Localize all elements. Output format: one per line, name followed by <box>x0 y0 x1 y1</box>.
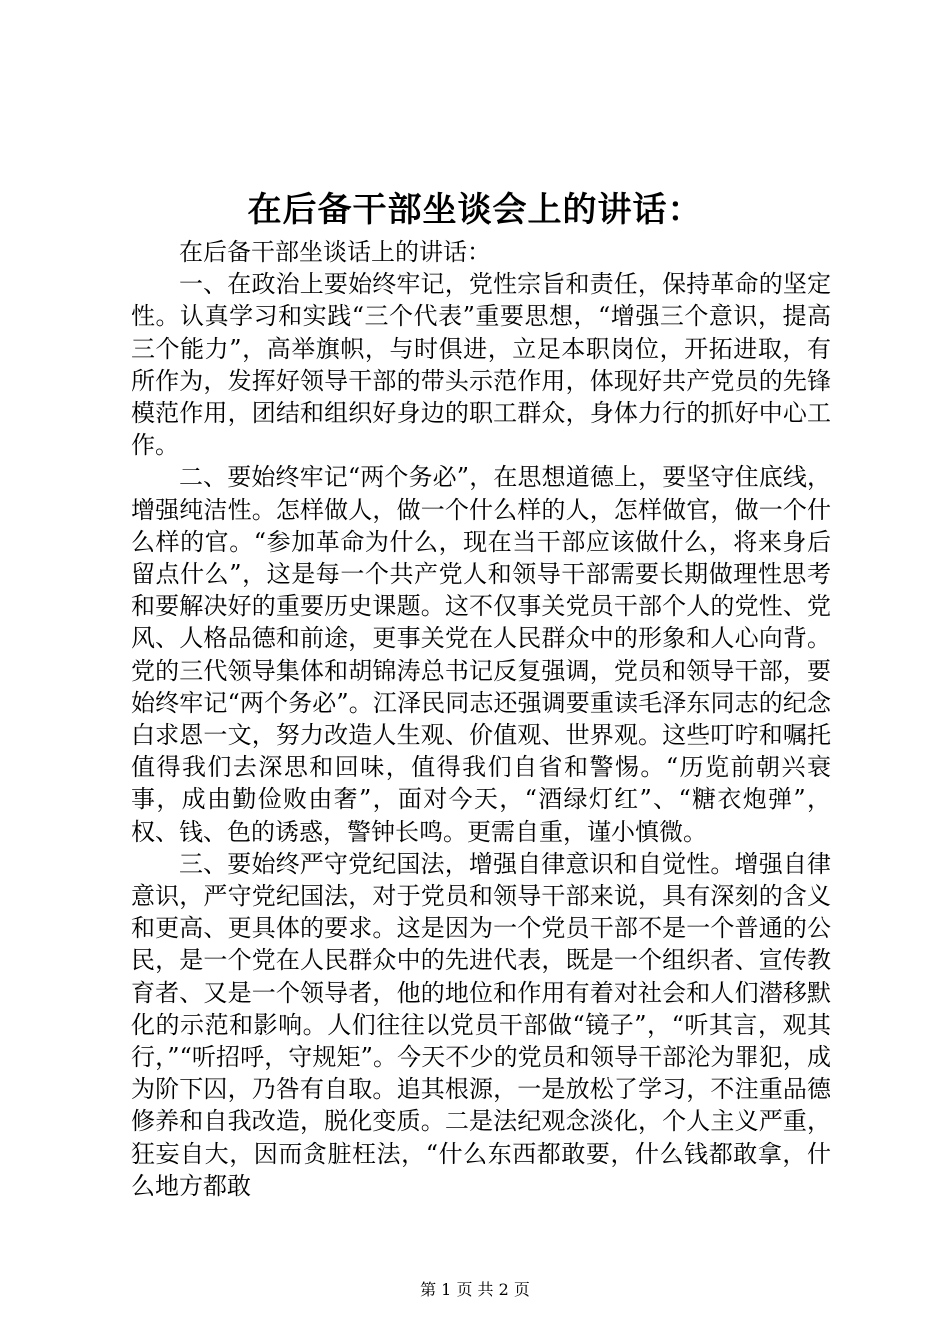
paragraph-three: 三、要始终严守党纪国法，增强自律意识和自觉性。增强自律意识，严守党纪国法，对于党员和领导干部来说，具有深刻的含义和更高、更具体的要求。这是因为一个党员干部不是一个普通的公民，是一个党在人民群众中的先进代表，既是一个组织者、宣传教育者、又是一个领导者，他的地位和作用有着对社会和人们潜移默化的示范和影响。人们往往以党员干部做“镜子”，“听其言，观其行，”“听招呼，守规矩”。今天不少的党员和领导干部沦为罪犯，成为阶下囚，乃咎有自取。追其根源，一是放松了学习，不注重品德修养和自我改造，脱化变质。二是法纪观念淡化，个人主义严重，狂妄自大，因而贪脏枉法，“什么东西都敢要，什么钱都敢拿，什么地方都敢 <box>131 849 831 1200</box>
paragraph-two: 二、要始终牢记“两个务必”，在思想道德上，要坚守住底线，增强纯洁性。怎样做人，做一个什么样的人，怎样做官，做一个什么样的官。“参加革命为什么，现在当干部应该做什么，将来身后留点什么”，这是每一个共产党人和领导干部需要长期做理性思考和要解决好的重要历史课题。这不仅事关党员干部个人的党性、党风、人格品德和前途，更事关党在人民群众中的形象和人心向背。党的三代领导集体和胡锦涛总书记反复强调，党员和领导干部，要始终牢记“两个务必”。江泽民同志还强调要重读毛泽东同志的纪念白求恩一文，努力改造人生观、价值观、世界观。这些叮咛和嘱托值得我们去深思和回味，值得我们自省和警惕。“历览前朝兴衰事，成由勤俭败由奢”，面对今天，“酒绿灯红”、“糖衣炮弹”，权、钱、色的诱惑，警钟长鸣。更需自重，谨小慎微。 <box>131 463 831 846</box>
document-title: 在后备干部坐谈会上的讲话： <box>247 190 703 230</box>
page-number-footer: 第 1 页 共 2 页 <box>420 1280 530 1299</box>
paragraph-one: 一、在政治上要始终牢记，党性宗旨和责任，保持革命的坚定性。认真学习和实践“三个代表”重要思想，“增强三个意识，提高三个能力”，高举旗帜，与时俱进，立足本职岗位，开拓进取，有所作为，发挥好领导干部的带头示范作用，体现好共产党员的先锋模范作用，团结和组织好身边的职工群众，身体力行的抓好中心工作。 <box>131 270 831 460</box>
document-body <box>131 236 831 1202</box>
paragraph-intro: 在后备干部坐谈话上的讲话： <box>179 238 491 266</box>
